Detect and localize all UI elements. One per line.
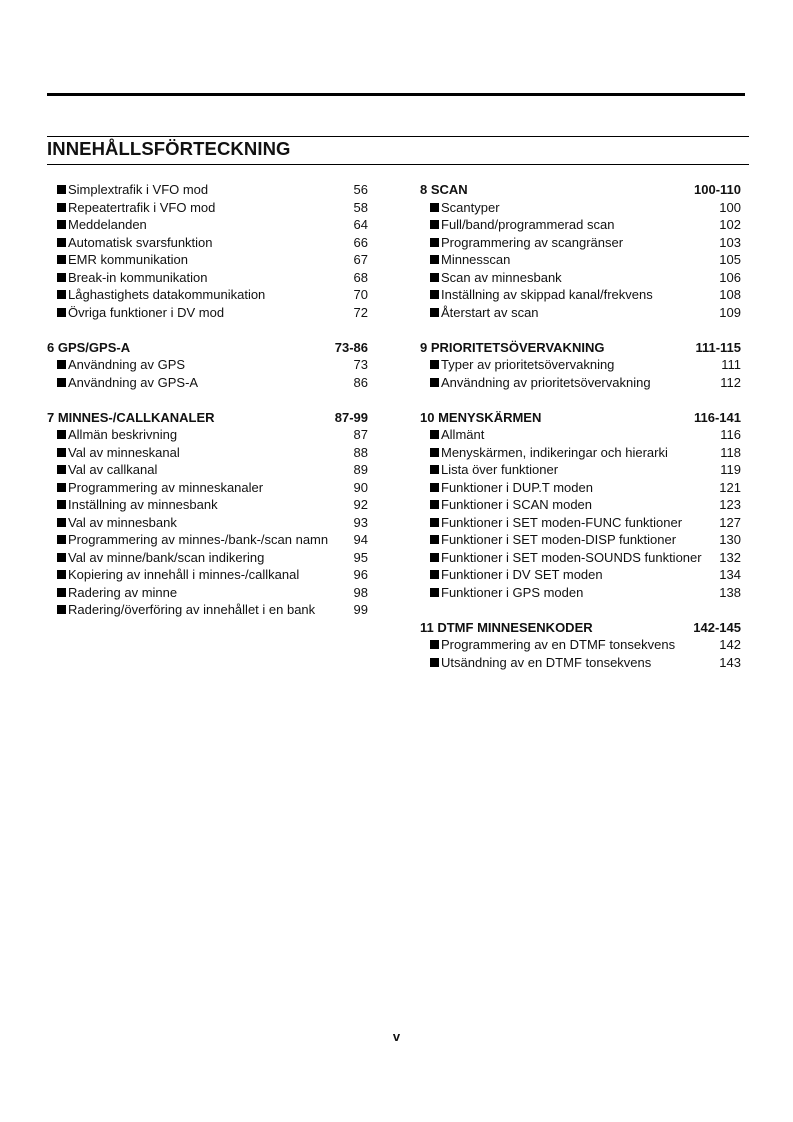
toc-section-11-dtmf-minnesenkoder	[420, 619, 741, 672]
entry-label: Allmänt	[441, 427, 485, 442]
section-title: 9 PRIORITETSÖVERVAKNING	[420, 339, 605, 355]
entry-label: Val av minneskanal	[68, 444, 180, 460]
square-bullet-icon	[430, 465, 439, 474]
toc-entry[interactable]	[420, 426, 741, 444]
square-bullet-icon	[430, 430, 439, 439]
entry-page-number: 66	[353, 234, 368, 250]
entry-page-number: 72	[353, 304, 368, 320]
toc-entry[interactable]	[420, 566, 741, 584]
square-bullet-icon	[430, 570, 439, 579]
section-page-range: 116-141	[694, 409, 741, 425]
entry-page-number: 116	[720, 427, 741, 442]
toc-entry[interactable]	[420, 479, 741, 497]
top-rule	[47, 93, 745, 96]
square-bullet-icon	[430, 553, 439, 562]
section-heading[interactable]	[420, 619, 741, 637]
toc-entry[interactable]	[47, 216, 368, 234]
toc-entry[interactable]	[47, 444, 368, 462]
square-bullet-icon	[57, 185, 66, 194]
square-bullet-icon	[57, 570, 66, 579]
section-page-range: 142-145	[693, 619, 741, 635]
toc-left-column	[47, 181, 368, 636]
entry-label: Funktioner i SET moden-DISP funktioner	[441, 532, 677, 547]
toc-entry[interactable]	[420, 444, 741, 462]
section-title: 11 DTMF MINNESENKODER	[420, 619, 593, 635]
entry-page-number: 70	[353, 287, 368, 302]
entry-label: Funktioner i DV SET moden	[441, 567, 603, 582]
square-bullet-icon	[430, 238, 439, 247]
page-title: INNEHÅLLSFÖRTECKNING	[47, 138, 291, 159]
toc-section-8-scan	[420, 181, 741, 321]
entry-page-number: 119	[720, 462, 741, 477]
square-bullet-icon	[430, 273, 439, 282]
entry-label: Break-in kommunikation	[68, 269, 208, 285]
entry-page-number: 86	[353, 374, 368, 390]
square-bullet-icon	[57, 378, 66, 387]
entry-page-number: 90	[353, 479, 368, 495]
toc-entry[interactable]	[47, 269, 368, 287]
square-bullet-icon	[430, 535, 439, 544]
section-title: 8 SCAN	[420, 182, 468, 197]
entry-label: Val av minne/bank/scan indikering	[68, 549, 265, 565]
toc-entry[interactable]	[47, 479, 368, 497]
entry-label: Funktioner i GPS moden	[441, 584, 584, 600]
entry-label: Funktioner i SCAN moden	[441, 497, 593, 512]
entry-page-number: 105	[719, 252, 741, 267]
section-page-range: 73-86	[334, 339, 368, 355]
entry-page-number: 67	[353, 252, 368, 267]
entry-page-number: 89	[353, 462, 368, 477]
entry-label: Allmän beskrivning	[68, 427, 178, 442]
toc-entry[interactable]	[420, 216, 741, 234]
entry-page-number: 58	[353, 199, 368, 215]
entry-label: Scan av minnesbank	[441, 269, 562, 285]
entry-page-number: 127	[719, 514, 741, 530]
entry-page-number: 108	[719, 287, 741, 302]
entry-page-number: 130	[719, 532, 741, 547]
entry-page-number: 143	[719, 654, 741, 670]
square-bullet-icon	[57, 605, 66, 614]
entry-page-number: 56	[353, 182, 368, 197]
entry-label: Användning av prioritetsövervakning	[441, 374, 651, 390]
entry-page-number: 87	[353, 427, 368, 442]
entry-page-number: 132	[719, 549, 741, 565]
entry-page-number: 109	[719, 304, 741, 320]
entry-page-number: 118	[720, 444, 741, 460]
toc-entry[interactable]	[47, 199, 368, 217]
square-bullet-icon	[57, 238, 66, 247]
toc-entry[interactable]	[47, 234, 368, 252]
entry-page-number: 138	[719, 584, 741, 600]
entry-label: Typer av prioritetsövervakning	[441, 357, 615, 372]
section-title: 7 MINNES-/CALLKANALER	[47, 409, 215, 425]
square-bullet-icon	[430, 640, 439, 649]
toc-entry[interactable]	[420, 234, 741, 252]
section-heading[interactable]	[420, 339, 741, 357]
section-heading[interactable]	[47, 409, 368, 427]
toc-entry[interactable]	[420, 654, 741, 672]
toc-entry[interactable]	[420, 584, 741, 602]
entry-page-number: 64	[353, 217, 368, 232]
toc-section-10-menyskarmen	[420, 409, 741, 602]
square-bullet-icon	[57, 465, 66, 474]
toc-entry[interactable]	[47, 461, 368, 479]
toc-right-column	[420, 181, 741, 689]
entry-label: Användning av GPS-A	[68, 374, 199, 390]
entry-label: Programmering av en DTMF tonsekvens	[441, 637, 676, 652]
entry-page-number: 106	[719, 269, 741, 285]
section-heading[interactable]	[47, 339, 368, 357]
entry-label: Övriga funktioner i DV mod	[68, 304, 225, 320]
toc-section-9-prioritetsovervakning	[420, 339, 741, 392]
entry-label: Full/band/programmerad scan	[441, 217, 615, 232]
square-bullet-icon	[430, 308, 439, 317]
square-bullet-icon	[430, 448, 439, 457]
title-rule-bottom	[47, 164, 749, 165]
section-page-range: 87-99	[334, 409, 368, 425]
square-bullet-icon	[57, 308, 66, 317]
square-bullet-icon	[57, 483, 66, 492]
square-bullet-icon	[57, 290, 66, 299]
toc-entry[interactable]	[47, 181, 368, 199]
toc-entry[interactable]	[47, 531, 368, 549]
entry-label: Utsändning av en DTMF tonsekvens	[441, 654, 652, 670]
square-bullet-icon	[57, 448, 66, 457]
toc-entry[interactable]	[47, 514, 368, 532]
entry-label: Menyskärmen, indikeringar och hierarki	[441, 444, 668, 460]
entry-page-number: 112	[720, 374, 741, 390]
square-bullet-icon	[430, 378, 439, 387]
toc-entry[interactable]	[420, 286, 741, 304]
toc-entry[interactable]	[420, 269, 741, 287]
entry-label: Automatisk svarsfunktion	[68, 234, 213, 250]
toc-entry[interactable]	[420, 514, 741, 532]
square-bullet-icon	[57, 360, 66, 369]
entry-page-number: 94	[353, 532, 368, 547]
toc-entry[interactable]	[47, 549, 368, 567]
entry-page-number: 96	[353, 567, 368, 582]
entry-label: Inställning av minnesbank	[68, 497, 218, 512]
entry-page-number: 100	[719, 199, 741, 215]
entry-label: Meddelanden	[68, 217, 147, 232]
toc-section-6-gps-gps-a	[47, 339, 368, 392]
square-bullet-icon	[57, 518, 66, 527]
square-bullet-icon	[57, 273, 66, 282]
section-page-range: 100-110	[694, 182, 741, 197]
entry-label: Minnesscan	[441, 252, 511, 267]
toc-entry[interactable]	[420, 549, 741, 567]
toc-entry[interactable]	[47, 566, 368, 584]
square-bullet-icon	[430, 360, 439, 369]
entry-label: Programmering av scangränser	[441, 234, 624, 250]
entry-label: Radering av minne	[68, 584, 178, 600]
entry-label: Simplextrafik i VFO mod	[68, 182, 209, 197]
entry-page-number: 121	[719, 479, 741, 495]
title-rule-top	[47, 136, 749, 137]
toc-entry[interactable]	[47, 304, 368, 322]
square-bullet-icon	[57, 203, 66, 212]
entry-page-number: 73	[353, 357, 368, 372]
square-bullet-icon	[57, 255, 66, 264]
toc-entry[interactable]	[47, 496, 368, 514]
toc-entry[interactable]	[420, 496, 741, 514]
entry-label: Programmering av minnes-/bank-/scan namn	[68, 532, 329, 547]
square-bullet-icon	[430, 255, 439, 264]
entry-label: Kopiering av innehåll i minnes-/callkanal	[68, 567, 300, 582]
toc-entry[interactable]	[420, 531, 741, 549]
square-bullet-icon	[57, 220, 66, 229]
entry-label: Radering/överföring av innehållet i en bank	[68, 602, 316, 617]
entry-label: Programmering av minneskanaler	[68, 479, 264, 495]
entry-page-number: 88	[353, 444, 368, 460]
entry-label: Lista över funktioner	[441, 462, 559, 477]
square-bullet-icon	[430, 220, 439, 229]
square-bullet-icon	[57, 500, 66, 509]
entry-label: Val av callkanal	[68, 462, 158, 477]
toc-entry[interactable]	[47, 286, 368, 304]
entry-page-number: 103	[719, 234, 741, 250]
entry-label: Funktioner i DUP.T moden	[441, 479, 593, 495]
entry-page-number: 134	[719, 567, 741, 582]
toc-entry[interactable]	[420, 636, 741, 654]
toc-entry[interactable]	[47, 584, 368, 602]
entry-page-number: 95	[353, 549, 368, 565]
square-bullet-icon	[430, 483, 439, 492]
entry-page-number: 111	[721, 357, 741, 372]
toc-entry[interactable]	[47, 251, 368, 269]
entry-page-number: 142	[719, 637, 741, 652]
toc-entry[interactable]	[420, 461, 741, 479]
square-bullet-icon	[57, 588, 66, 597]
toc-entry[interactable]	[420, 356, 741, 374]
entry-label: Funktioner i SET moden-SOUNDS funktioner	[441, 549, 702, 565]
square-bullet-icon	[430, 588, 439, 597]
section-heading[interactable]	[420, 181, 741, 199]
section-title: 10 MENYSKÄRMEN	[420, 409, 542, 425]
toc-entry[interactable]	[47, 426, 368, 444]
entry-page-number: 93	[353, 514, 368, 530]
toc-section	[47, 181, 368, 321]
entry-label: EMR kommunikation	[68, 252, 188, 267]
section-page-range: 111-115	[695, 339, 741, 355]
square-bullet-icon	[57, 430, 66, 439]
page-number: v	[392, 1029, 401, 1044]
section-heading[interactable]	[420, 409, 741, 427]
entry-label: Användning av GPS	[68, 357, 186, 372]
square-bullet-icon	[430, 518, 439, 527]
toc-entry[interactable]	[420, 304, 741, 322]
square-bullet-icon	[430, 658, 439, 667]
toc-section-7-minnes-callkanaler	[47, 409, 368, 619]
entry-label: Val av minnesbank	[68, 514, 177, 530]
entry-page-number: 92	[353, 497, 368, 512]
entry-label: Scantyper	[441, 199, 500, 215]
toc-entry[interactable]	[420, 199, 741, 217]
section-title: 6 GPS/GPS-A	[47, 339, 131, 355]
entry-label: Inställning av skippad kanal/frekvens	[441, 287, 653, 302]
entry-page-number: 98	[353, 584, 368, 600]
entry-page-number: 99	[353, 602, 368, 617]
square-bullet-icon	[57, 535, 66, 544]
toc-entry[interactable]	[420, 374, 741, 392]
entry-page-number: 123	[719, 497, 741, 512]
toc-entry[interactable]	[47, 601, 368, 619]
toc-entry[interactable]	[420, 251, 741, 269]
toc-entry[interactable]	[47, 374, 368, 392]
entry-page-number: 68	[353, 269, 368, 285]
square-bullet-icon	[430, 203, 439, 212]
entry-label: Låghastighets datakommunikation	[68, 287, 266, 302]
entry-label: Funktioner i SET moden-FUNC funktioner	[441, 514, 683, 530]
entry-label: Återstart av scan	[441, 304, 539, 320]
entry-label: Repeatertrafik i VFO mod	[68, 199, 216, 215]
square-bullet-icon	[430, 290, 439, 299]
toc-entry[interactable]	[47, 356, 368, 374]
entry-page-number: 102	[719, 217, 741, 232]
square-bullet-icon	[57, 553, 66, 562]
square-bullet-icon	[430, 500, 439, 509]
